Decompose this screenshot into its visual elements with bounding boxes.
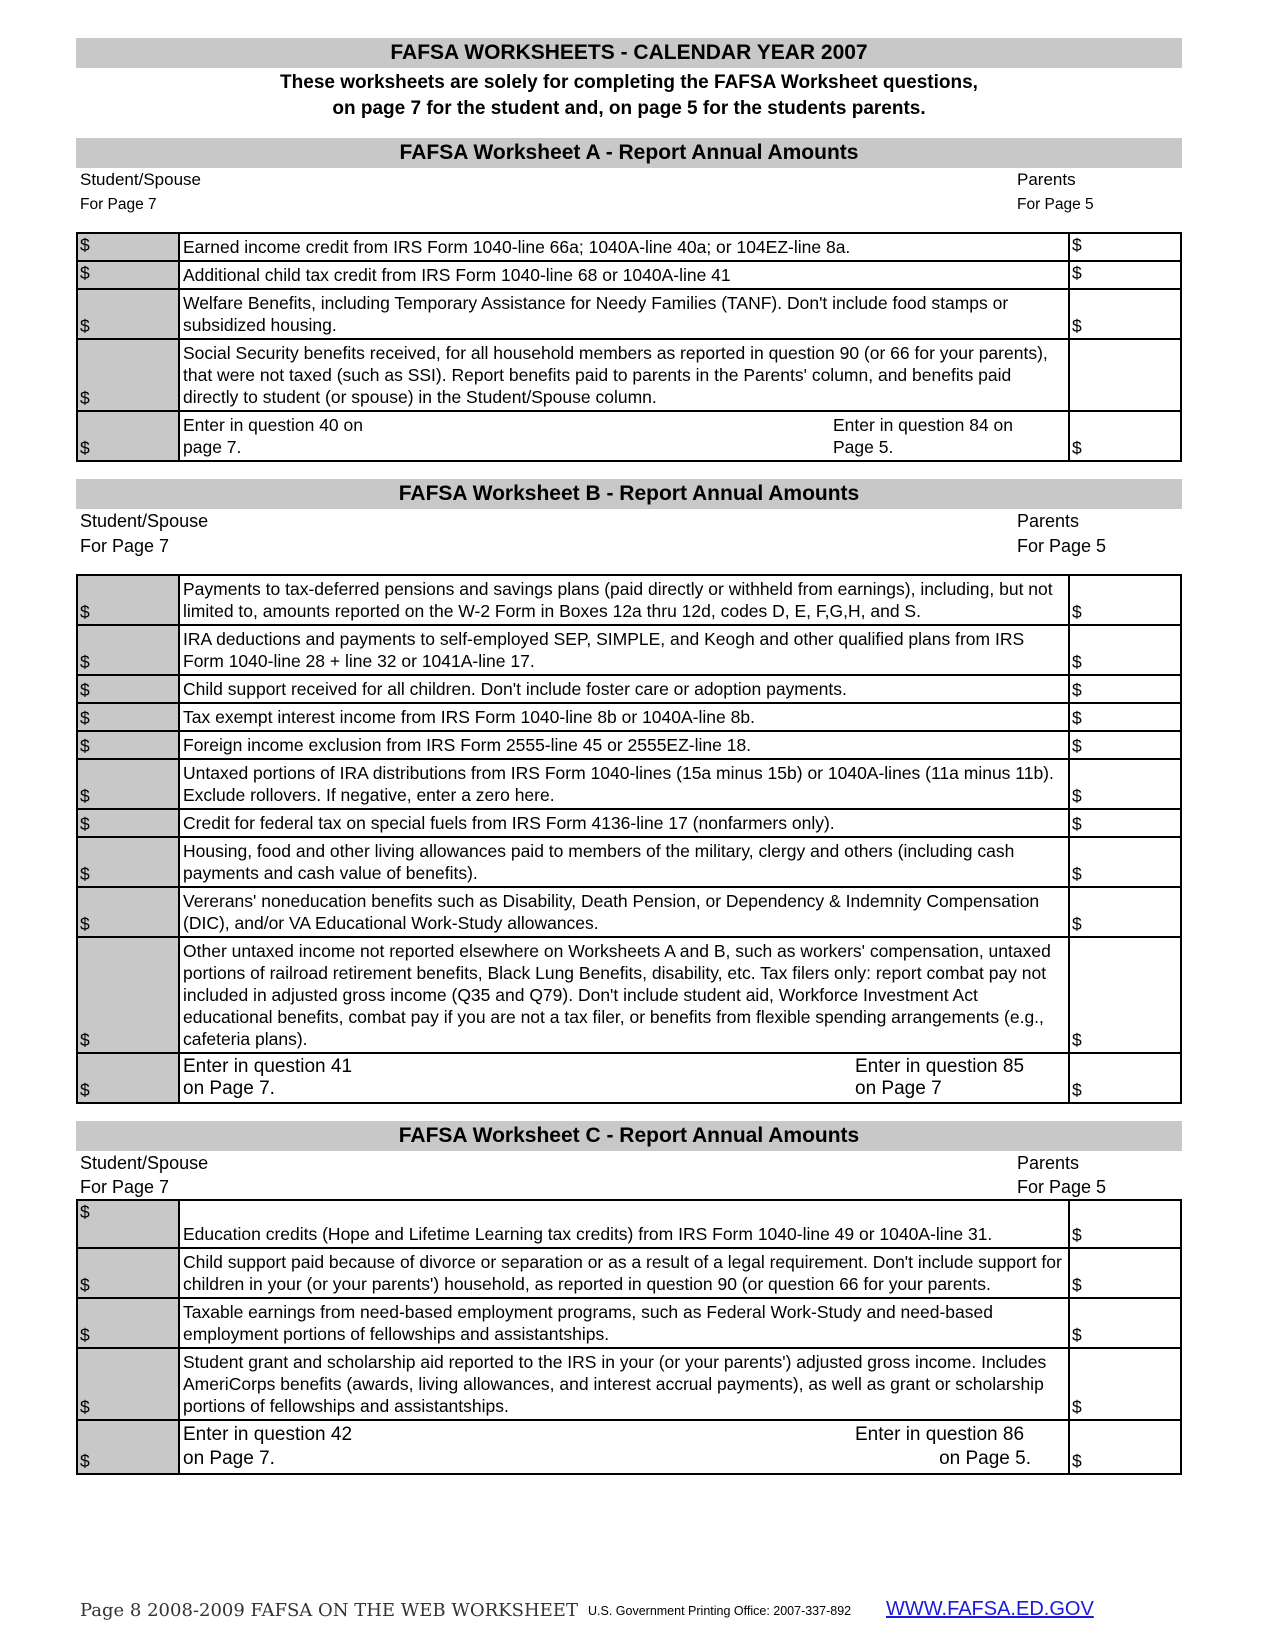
row-description: Untaxed portions of IRA distributions from IRS Form 1040-lines (15a minus 15b) or 1040A-lines (11a minus 11b). Exclude rollovers. If negative, enter a zero here. xyxy=(179,759,1069,809)
parent-amount-field[interactable]: $ xyxy=(1069,703,1181,731)
parent-amount-field[interactable]: $ xyxy=(1069,1298,1181,1348)
parent-amount-field[interactable]: $ xyxy=(1069,809,1181,837)
parent-amount-field[interactable]: $ xyxy=(1069,1248,1181,1298)
student-amount-field[interactable]: $ xyxy=(77,703,179,731)
parents-column-label: Parents xyxy=(1017,1153,1080,1173)
row-description: IRA deductions and payments to self-employed SEP, SIMPLE, and Keogh and other qualified plans from IRS Form 1040-line 28 + line 32 or 1041A-line 17. xyxy=(179,625,1069,675)
parent-total-field[interactable]: $ xyxy=(1069,411,1181,461)
parent-amount-field[interactable]: $ xyxy=(1069,261,1181,289)
row-description: Payments to tax-deferred pensions and savings plans (paid directly or withheld from earnings), including, but not limited to, amounts reported on the W-2 Form in Boxes 12a thru 12d, codes D, E, F,G,H, and S. xyxy=(179,575,1069,625)
parent-amount-field[interactable]: $ xyxy=(1069,837,1181,887)
parent-total-field[interactable]: $ xyxy=(1069,1053,1181,1103)
student-amount-field[interactable]: $ xyxy=(77,809,179,837)
worksheet-c-column-headers xyxy=(76,1151,1182,1199)
table-row xyxy=(77,289,1181,339)
enter-question-student-line-1: Enter in question 40 on xyxy=(183,415,363,435)
parent-amount-field[interactable]: $ xyxy=(1069,575,1181,625)
worksheet-b-table xyxy=(76,574,1182,1104)
row-description: Foreign income exclusion from IRS Form 2555-line 45 or 2555EZ-line 18. xyxy=(179,731,1069,759)
student-amount-field[interactable]: $ xyxy=(77,339,179,411)
table-row xyxy=(77,233,1181,261)
row-description: Tax exempt interest income from IRS Form 1040-line 8b or 1040A-line 8b. xyxy=(179,703,1069,731)
worksheet-b-title: FAFSA Worksheet B - Report Annual Amounts xyxy=(76,479,1182,509)
parent-amount-field-blank xyxy=(1069,339,1181,411)
enter-question-parents-line-1: Enter in question 84 on xyxy=(833,415,1013,435)
student-amount-field[interactable]: $ xyxy=(77,261,179,289)
student-amount-field[interactable]: $ xyxy=(77,233,179,261)
parent-amount-field[interactable]: $ xyxy=(1069,233,1181,261)
row-description: Child support paid because of divorce or separation or as a result of a legal requirement. Don't include support for children in your (or your parents') household, as reported in question 90 (or question 66 for your parents. xyxy=(179,1248,1069,1298)
student-amount-field[interactable]: $ xyxy=(77,937,179,1053)
student-amount-field[interactable]: $ xyxy=(77,759,179,809)
total-instructions xyxy=(179,1420,1069,1474)
row-description: Education credits (Hope and Lifetime Learning tax credits) from IRS Form 1040-line 49 or 1040A-line 31. xyxy=(179,1200,1069,1248)
worksheet-c-table xyxy=(76,1199,1182,1475)
page-footer xyxy=(80,1596,1180,1626)
parents-page-label: For Page 5 xyxy=(1017,196,1094,213)
worksheet-page xyxy=(76,38,1182,1475)
enter-question-student-line-2: page 7. xyxy=(183,437,242,457)
row-description: Vererans' noneducation benefits such as Disability, Death Pension, or Dependency & Indemnity Compensation (DIC), and/or VA Educational Work-Study allowances. xyxy=(179,887,1069,937)
student-amount-field[interactable]: $ xyxy=(77,1348,179,1420)
table-row-total xyxy=(77,1420,1181,1474)
enter-question-student-line-1: Enter in question 41 xyxy=(183,1056,353,1077)
student-page-label: For Page 7 xyxy=(80,196,157,213)
student-amount-field[interactable]: $ xyxy=(77,625,179,675)
row-description: Credit for federal tax on special fuels from IRS Form 4136-line 17 (nonfarmers only). xyxy=(179,809,1069,837)
student-page-label: For Page 7 xyxy=(80,536,170,556)
student-amount-field[interactable]: $ xyxy=(77,675,179,703)
enter-question-parents-line-2: on Page 7 xyxy=(855,1078,942,1099)
row-description: Additional child tax credit from IRS Form 1040-line 68 or 1040A-line 41 xyxy=(179,261,1069,289)
parent-amount-field[interactable]: $ xyxy=(1069,1200,1181,1248)
table-row xyxy=(77,261,1181,289)
parents-page-label: For Page 5 xyxy=(1017,1177,1107,1197)
student-column-label: Student/Spouse xyxy=(80,170,201,189)
parent-amount-field[interactable]: $ xyxy=(1069,625,1181,675)
parent-total-field[interactable]: $ xyxy=(1069,1420,1181,1474)
enter-question-parents-line-1: Enter in question 86 xyxy=(855,1424,1025,1445)
table-row xyxy=(77,1348,1181,1420)
student-column-label: Student/Spouse xyxy=(80,511,209,531)
student-page-label: For Page 7 xyxy=(80,1177,170,1197)
parent-amount-field[interactable]: $ xyxy=(1069,289,1181,339)
table-row xyxy=(77,809,1181,837)
row-description: Child support received for all children. Don't include foster care or adoption payments. xyxy=(179,675,1069,703)
row-description: Taxable earnings from need-based employment programs, such as Federal Work-Study and need-based employment portions of fellowships and assistantships. xyxy=(179,1298,1069,1348)
parent-amount-field[interactable]: $ xyxy=(1069,759,1181,809)
row-description: Other untaxed income not reported elsewhere on Worksheets A and B, such as workers' compensation, untaxed portions of railroad retirement benefits, Black Lung Benefits, disability, etc. Tax filers only: report combat pay not included in adjusted gross income (Q35 and Q79). Don't include student aid, Workforce Investment Act educational benefits, combat pay if you are not a tax filer, or benefits from flexible spending arrangements (e.g., cafeteria plans). xyxy=(179,937,1069,1053)
worksheet-a-column-headers xyxy=(76,168,1182,232)
student-amount-field[interactable]: $ xyxy=(77,731,179,759)
footer-page-label: Page 8 2008-2009 FAFSA ON THE WEB WORKSHEET xyxy=(80,1600,578,1621)
worksheet-a-title: FAFSA Worksheet A - Report Annual Amounts xyxy=(76,138,1182,168)
parents-column-label: Parents xyxy=(1017,511,1080,531)
table-row xyxy=(77,339,1181,411)
table-row xyxy=(77,575,1181,625)
enter-question-parents-line-1: Enter in question 85 xyxy=(855,1056,1025,1077)
table-row xyxy=(77,837,1181,887)
total-instructions xyxy=(179,411,1069,461)
enter-question-parents-line-2: Page 5. xyxy=(833,437,894,457)
row-description: Housing, food and other living allowances paid to members of the military, clergy and others (including cash payments and cash value of benefits). xyxy=(179,837,1069,887)
student-amount-field[interactable]: $ xyxy=(77,1298,179,1348)
table-row xyxy=(77,625,1181,675)
table-row xyxy=(77,937,1181,1053)
parent-amount-field[interactable]: $ xyxy=(1069,1348,1181,1420)
table-row xyxy=(77,1298,1181,1348)
student-total-field[interactable]: $ xyxy=(77,1420,179,1474)
total-instructions xyxy=(179,1053,1069,1103)
footer-gpo-note: U.S. Government Printing Office: 2007-337-892 xyxy=(588,1604,852,1618)
subtitle-line-2: on page 7 for the student and, on page 5 for the students parents. xyxy=(332,98,926,119)
student-amount-field[interactable]: $ xyxy=(77,1200,179,1248)
parents-page-label: For Page 5 xyxy=(1017,536,1107,556)
student-amount-field[interactable]: $ xyxy=(77,575,179,625)
footer-website-link[interactable]: WWW.FAFSA.ED.GOV xyxy=(886,1598,1094,1620)
table-row-total xyxy=(77,411,1181,461)
parent-amount-field[interactable]: $ xyxy=(1069,731,1181,759)
enter-question-student-line-2: on Page 7. xyxy=(183,1078,275,1099)
row-description: Student grant and scholarship aid reported to the IRS in your (or your parents') adjusted gross income. Includes AmeriCorps benefits (awards, living allowances, and interest accrual payments), as well as grant or scholarship portions of fellowships and assistantships. xyxy=(179,1348,1069,1420)
student-total-field[interactable]: $ xyxy=(77,411,179,461)
row-description: Social Security benefits received, for all household members as reported in question 90 (or 66 for your parents), that were not taxed (such as SSI). Report benefits paid to parents in the Parents' column, and benefits paid directly to student (or spouse) in the Student/Spouse column. xyxy=(179,339,1069,411)
table-row xyxy=(77,1248,1181,1298)
table-row xyxy=(77,887,1181,937)
row-description: Welfare Benefits, including Temporary Assistance for Needy Families (TANF). Don't include food stamps or subsidized housing. xyxy=(179,289,1069,339)
table-row xyxy=(77,703,1181,731)
student-amount-field[interactable]: $ xyxy=(77,887,179,937)
table-row xyxy=(77,1200,1181,1248)
worksheet-b-column-headers xyxy=(76,509,1182,574)
enter-question-student-line-1: Enter in question 42 xyxy=(183,1424,353,1445)
worksheet-c-title: FAFSA Worksheet C - Report Annual Amounts xyxy=(76,1121,1182,1151)
student-amount-field[interactable]: $ xyxy=(77,837,179,887)
parent-amount-field[interactable]: $ xyxy=(1069,887,1181,937)
parents-column-label: Parents xyxy=(1017,170,1076,189)
parent-amount-field[interactable]: $ xyxy=(1069,937,1181,1053)
student-amount-field[interactable]: $ xyxy=(77,1248,179,1298)
student-total-field[interactable]: $ xyxy=(77,1053,179,1103)
row-description: Earned income credit from IRS Form 1040-line 66a; 1040A-line 40a; or 104EZ-line 8a. xyxy=(179,233,1069,261)
parent-amount-field[interactable]: $ xyxy=(1069,675,1181,703)
student-amount-field[interactable]: $ xyxy=(77,289,179,339)
enter-question-student-line-2: on Page 7. xyxy=(183,1448,275,1469)
student-column-label: Student/Spouse xyxy=(80,1153,209,1173)
table-row xyxy=(77,759,1181,809)
worksheet-a-table xyxy=(76,232,1182,462)
table-row-total xyxy=(77,1053,1181,1103)
enter-question-parents-line-2: on Page 5. xyxy=(939,1448,1031,1469)
table-row xyxy=(77,675,1181,703)
table-row xyxy=(77,731,1181,759)
subtitle-line-1: These worksheets are solely for completing the FAFSA Worksheet questions, xyxy=(280,72,978,93)
page-title: FAFSA WORKSHEETS - CALENDAR YEAR 2007 xyxy=(76,38,1182,68)
